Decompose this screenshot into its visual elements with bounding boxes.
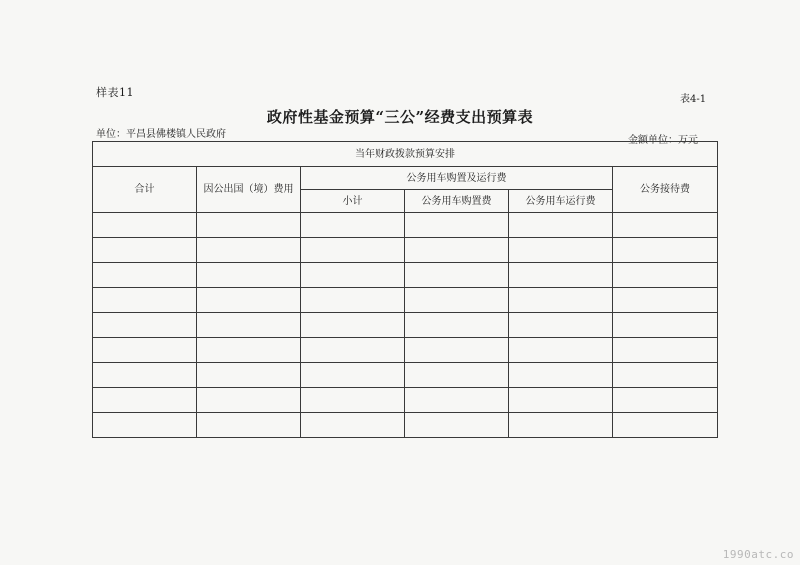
table-cell	[197, 388, 301, 413]
header-vehicle-purchase: 公务用车购置费	[405, 190, 509, 213]
table-cell	[301, 363, 405, 388]
table-cell	[613, 313, 718, 338]
table-cell	[93, 413, 197, 438]
table-cell	[93, 213, 197, 238]
table-cell	[405, 313, 509, 338]
table-row	[93, 238, 718, 263]
table-cell	[301, 288, 405, 313]
header-subtotal: 小计	[301, 190, 405, 213]
table-cell	[197, 363, 301, 388]
table-cell	[197, 413, 301, 438]
table-cell	[613, 338, 718, 363]
table-number: 表4-1	[680, 94, 707, 105]
table-cell	[509, 263, 613, 288]
table-cell	[93, 288, 197, 313]
table-cell	[301, 338, 405, 363]
table-cell	[301, 213, 405, 238]
table-cell	[613, 363, 718, 388]
table-cell	[405, 388, 509, 413]
table-cell	[509, 413, 613, 438]
table-cell	[509, 213, 613, 238]
table-cell	[405, 363, 509, 388]
table-cell	[613, 263, 718, 288]
document-title: 政府性基金预算“三公”经费支出预算表	[266, 108, 534, 126]
table-cell	[405, 413, 509, 438]
table-cell	[197, 213, 301, 238]
table-row	[93, 413, 718, 438]
table-cell	[93, 313, 197, 338]
table-cell	[197, 338, 301, 363]
table-cell	[301, 238, 405, 263]
header-abroad-expenses: 因公出国（境）费用	[197, 167, 301, 213]
table-cell	[197, 263, 301, 288]
table-cell	[613, 238, 718, 263]
table-cell	[613, 388, 718, 413]
amount-unit-label: 金额单位：万元	[628, 135, 698, 146]
table-cell	[405, 338, 509, 363]
table-cell	[509, 363, 613, 388]
table-cell	[301, 413, 405, 438]
table-row	[93, 313, 718, 338]
table-row	[93, 388, 718, 413]
table-cell	[93, 363, 197, 388]
table-cell	[509, 313, 613, 338]
table-cell	[509, 388, 613, 413]
table-row	[93, 213, 718, 238]
table-cell	[405, 213, 509, 238]
table-cell	[301, 313, 405, 338]
table-cell	[405, 238, 509, 263]
table-cell	[509, 338, 613, 363]
table-cell	[405, 288, 509, 313]
header-vehicle-group: 公务用车购置及运行费	[301, 167, 613, 190]
table-cell	[613, 288, 718, 313]
table-cell	[301, 263, 405, 288]
table-cell	[197, 238, 301, 263]
table-cell	[93, 238, 197, 263]
table-cell	[613, 413, 718, 438]
header-budget-arrangement: 当年财政拨款预算安排	[93, 142, 718, 167]
table-cell	[93, 388, 197, 413]
table-cell	[301, 388, 405, 413]
table-cell	[197, 313, 301, 338]
table-cell	[93, 263, 197, 288]
header-total: 合计	[93, 167, 197, 213]
table-row	[93, 363, 718, 388]
table-row	[93, 288, 718, 313]
budget-table	[92, 141, 718, 438]
unit-label: 单位：平昌县佛楼镇人民政府	[96, 129, 226, 140]
table-row	[93, 263, 718, 288]
watermark: 1990atc.co	[722, 548, 794, 561]
header-vehicle-operation: 公务用车运行费	[509, 190, 613, 213]
table-row	[93, 338, 718, 363]
table-cell	[509, 238, 613, 263]
table-cell	[93, 338, 197, 363]
header-reception-expenses: 公务接待费	[613, 167, 718, 213]
table-cell	[405, 263, 509, 288]
table-cell	[613, 213, 718, 238]
table-cell	[197, 288, 301, 313]
sample-label: 样表11	[96, 86, 134, 99]
table-cell	[509, 288, 613, 313]
